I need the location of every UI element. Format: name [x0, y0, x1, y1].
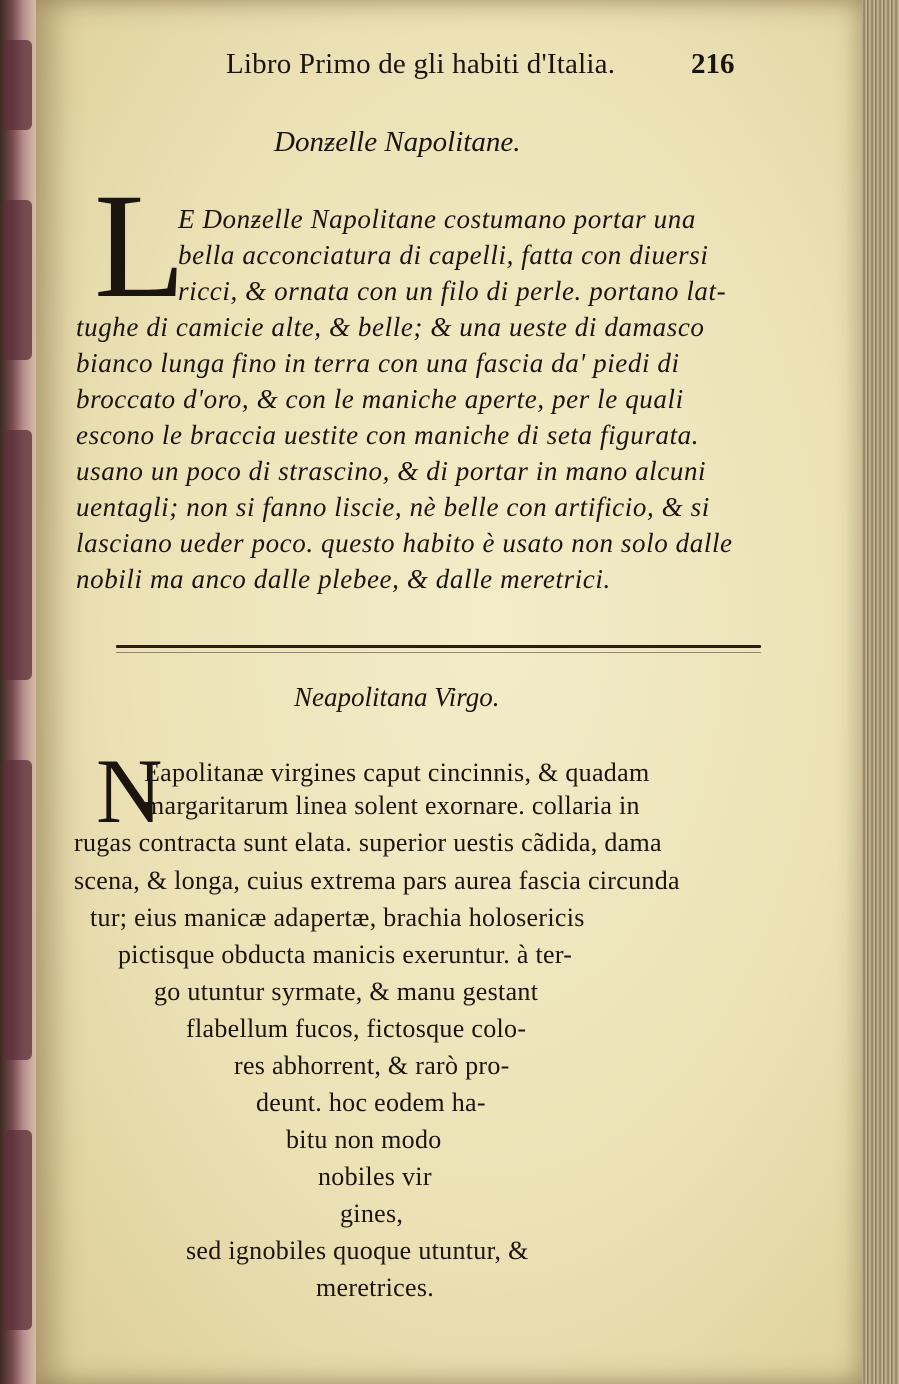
text-line: nobiles vir: [318, 1162, 432, 1191]
text-line: E Donƶelle Napolitane costumano portar una: [178, 204, 696, 234]
text-line: uentagli; non si fanno liscie, nè belle con artificio, & si: [76, 492, 710, 522]
text-line: bitu non modo: [286, 1125, 442, 1154]
section-divider: [116, 645, 761, 648]
text-line: pictisque obducta manicis exeruntur. à ter-: [118, 940, 573, 969]
text-line: Eapolitanæ virgines caput cincinnis, & quadam: [144, 758, 650, 787]
text-line: flabellum fucos, fictosque colo-: [186, 1014, 527, 1043]
woodcut-fragment: [4, 40, 32, 130]
text-line: usano un poco di strascino, & di portar in mano alcuni: [76, 456, 707, 486]
text-line: go utuntur syrmate, & manu gestant: [154, 977, 539, 1006]
woodcut-fragment: [4, 200, 32, 360]
text-line: sed ignobiles quoque utuntur, &: [186, 1236, 529, 1265]
text-line: bianco lunga fino in terra con una fascia da' piedi di: [76, 348, 680, 378]
text-line: broccato d'oro, & con le maniche aperte, per le quali: [76, 384, 684, 414]
drop-cap-N: N: [96, 740, 163, 842]
text-line: tughe di camicie alte, & belle; & una ueste di damasco: [76, 312, 705, 342]
text-line: bella acconciatura di capelli, fatta con diuersi: [178, 240, 709, 270]
italian-section-title: Donƶelle Napolitane.: [274, 126, 521, 158]
woodcut-fragment: [4, 760, 32, 1060]
text-line: escono le braccia uestite con maniche di seta figurata.: [76, 420, 700, 450]
book-fore-edge: [859, 0, 899, 1384]
text-line: deunt. hoc eodem ha-: [256, 1088, 486, 1117]
latin-section-title: Neapolitana Virgo.: [294, 682, 500, 712]
woodcut-fragment: [4, 430, 32, 680]
running-head: Libro Primo de gli habiti d'Italia.: [226, 48, 616, 80]
drop-cap-L: L: [94, 163, 186, 329]
adjacent-page-edge: [0, 0, 38, 1384]
text-line: ricci, & ornata con un filo di perle. portano lat-: [178, 276, 727, 306]
text-line: nobili ma anco dalle plebee, & dalle meretrici.: [76, 564, 611, 594]
text-line: gines,: [340, 1199, 404, 1228]
text-line: meretrices.: [316, 1273, 435, 1302]
text-line: tur; eius manicæ adapertæ, brachia holosericis: [90, 903, 585, 932]
text-line: scena, & longa, cuius extrema pars aurea fascia circunda: [74, 866, 680, 895]
section-divider-thin: [116, 652, 761, 653]
page-number: 216: [691, 48, 735, 80]
text-line: res abhorrent, & rarò pro-: [234, 1051, 510, 1080]
book-page: [36, 0, 862, 1384]
text-line: margaritarum linea solent exornare. collaria in: [144, 791, 640, 820]
text-line: lasciano ueder poco. questo habito è usato non solo dalle: [76, 528, 733, 558]
woodcut-fragment: [4, 1130, 32, 1330]
text-line: rugas contracta sunt elata. superior uestis cãdida, dama: [74, 828, 662, 857]
